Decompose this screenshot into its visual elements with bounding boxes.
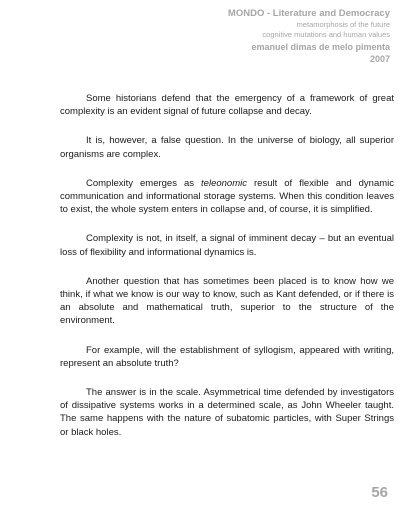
paragraph-7: The answer is in the scale. Asymmetrical time defended by investigators of dissipative systems works in a determined scale, as John Wheeler taught. The same happens with the nature of subatomic particles, with Super Strings or black holes. — [60, 387, 394, 438]
paragraph-6: For example, will the establishment of syllogism, appeared with writing, represent an absolute truth? — [60, 344, 394, 369]
book-subtitle-2: cognitive mutations and human values — [262, 30, 390, 39]
page-body — [60, 92, 394, 455]
paragraph-3-start: Complexity emerges as — [86, 177, 202, 189]
publication-year: 2007 — [369, 54, 390, 64]
book-subtitle-1: metamorphosis of the future — [296, 20, 390, 29]
author-name: emanuel dimas de melo pimenta — [251, 42, 390, 52]
paragraph-2: It is, however, a false question. In the universe of biology, all superior organisms are complex. — [60, 135, 394, 160]
paragraph-1: Some historians defend that the emergency of a framework of great complexity is an evident signal of future collapse and decay. — [60, 93, 394, 118]
emphasized-term: teleonomic — [201, 177, 247, 189]
page-number: 56 — [371, 484, 388, 501]
paragraph-4: Complexity is not, in itself, a signal of imminent decay – but an eventual loss of flexibility and informational dynamics is. — [60, 233, 394, 258]
paragraph-5: Another question that has sometimes been placed is to know how we think, if what we know is our way to know, such as Kant defended, or if there is an absolute and mathematical truth, superior to the structure of the environment. — [60, 275, 394, 327]
paragraph-3 — [60, 177, 394, 217]
book-title: MONDO - Literature and Democracy — [227, 8, 390, 19]
paragraph-3-end: result of flexible and dynamic communication and informational storage systems. When this condition leaves to exist, the whole system enters in collapse and, of course, it is simplified. — [60, 177, 394, 216]
running-header — [228, 8, 390, 65]
